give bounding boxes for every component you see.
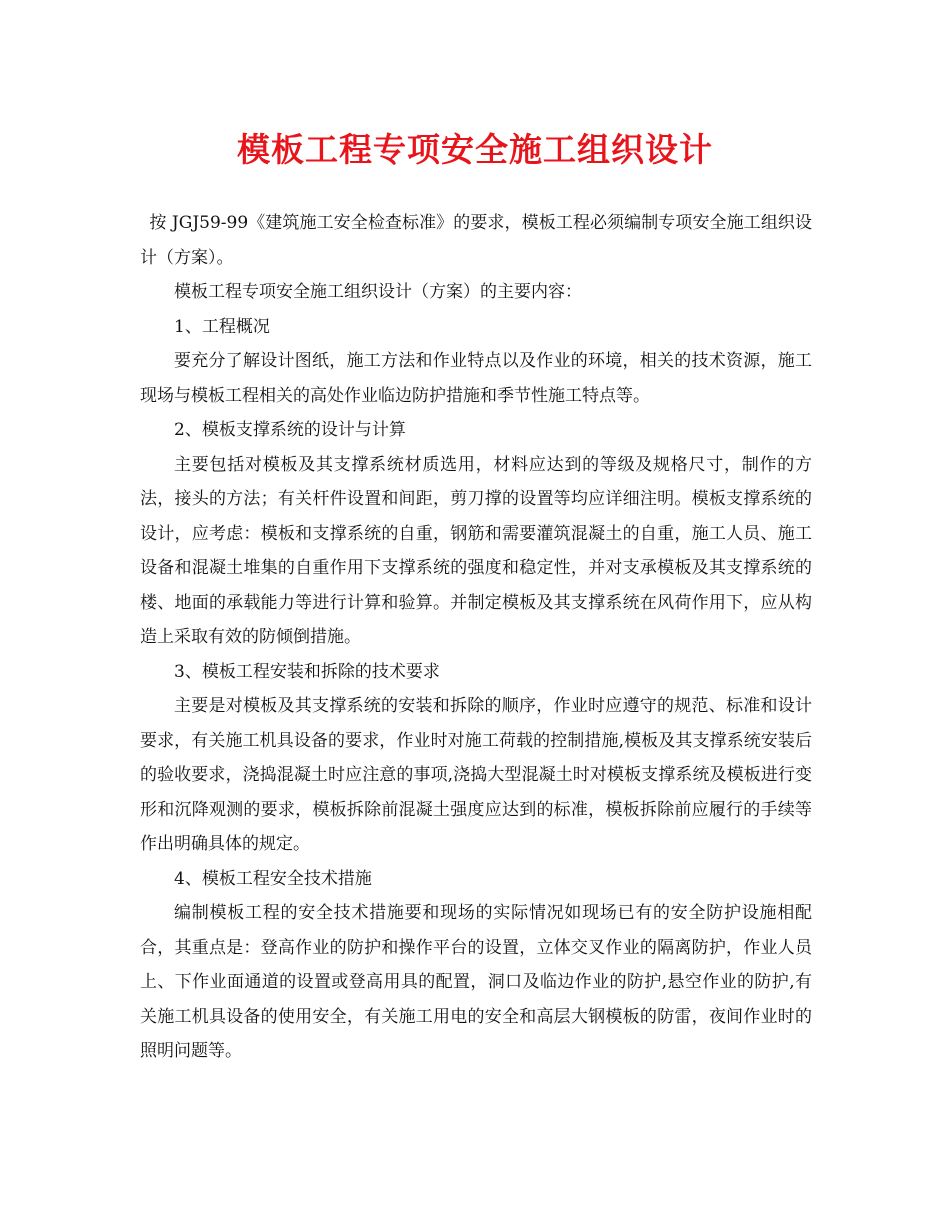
section-paragraph-2: 主要包括对模板及其支撑系统材质选用，材料应达到的等级及规格尺寸，制作的方法，接头的方法；有关杆件设置和间距，剪刀撑的设置等均应详细注明。模板支撑系统的设计，应考虑：模板和支撑系统的自重，钢筋和需要灌筑混凝土的自重，施工人员、施工设备和混凝土堆集的自重作用下支撑系统的强度和稳定性，并对支承模板及其支撑系统的楼、地面的承载能力等进行计算和验算。并制定模板及其支撑系统在风荷作用下，应从构造上采取有效的防倾倒措施。 [140,454,812,647]
section-paragraph-1: 要充分了解设计图纸，施工方法和作业特点以及作业的环境，相关的技术资源，施工现场与模板工程相关的高处作业临边防护措施和季节性施工特点等。 [140,351,812,406]
intro-paragraph: 按 JGJ59-99《建筑施工安全检查标准》的要求，模板工程必须编制专项安全施工组织设计（方案）。 [140,213,812,268]
section-heading-2: 2、模板支撑系统的设计与计算 [174,420,406,440]
section-heading-4: 4、模板工程安全技术措施 [174,868,372,889]
section-paragraph-3: 主要是对模板及其支撑系统的安装和拆除的顺序，作业时应遵守的规范、标准和设计要求，有关施工机具设备的要求，作业时对施工荷载的控制措施,模板及其支撑系统安装后的验收要求，浇捣混凝土时应注意的事项,浇捣大型混凝土时对模板支撑系统及模板进行变形和沉降观测的要求，模板拆除前混凝土强度应达到的标准，模板拆除前应履行的手续等作出明确具体的规定。 [140,696,812,854]
section-heading-3: 3、模板工程安装和拆除的技术要求 [174,661,440,682]
document-body [140,206,812,1069]
section-paragraph-4: 编制模板工程的安全技术措施要和现场的实际情况如现场已有的安全防护设施相配合，其重点是：登高作业的防护和操作平台的设置，立体交叉作业的隔离防护，作业人员上、下作业面通道的设置或登高用具的配置，洞口及临边作业的防护,悬空作业的防护,有关施工机具设备的使用安全，有关施工用电的安全和高层大钢模板的防雷，夜间作业时的照明问题等。 [140,903,812,1061]
contents-heading: 模板工程专项安全施工组织设计（方案）的主要内容： [174,282,582,302]
document-title: 模板工程专项安全施工组织设计 [237,130,713,169]
section-heading-1: 1、工程概况 [174,316,270,337]
